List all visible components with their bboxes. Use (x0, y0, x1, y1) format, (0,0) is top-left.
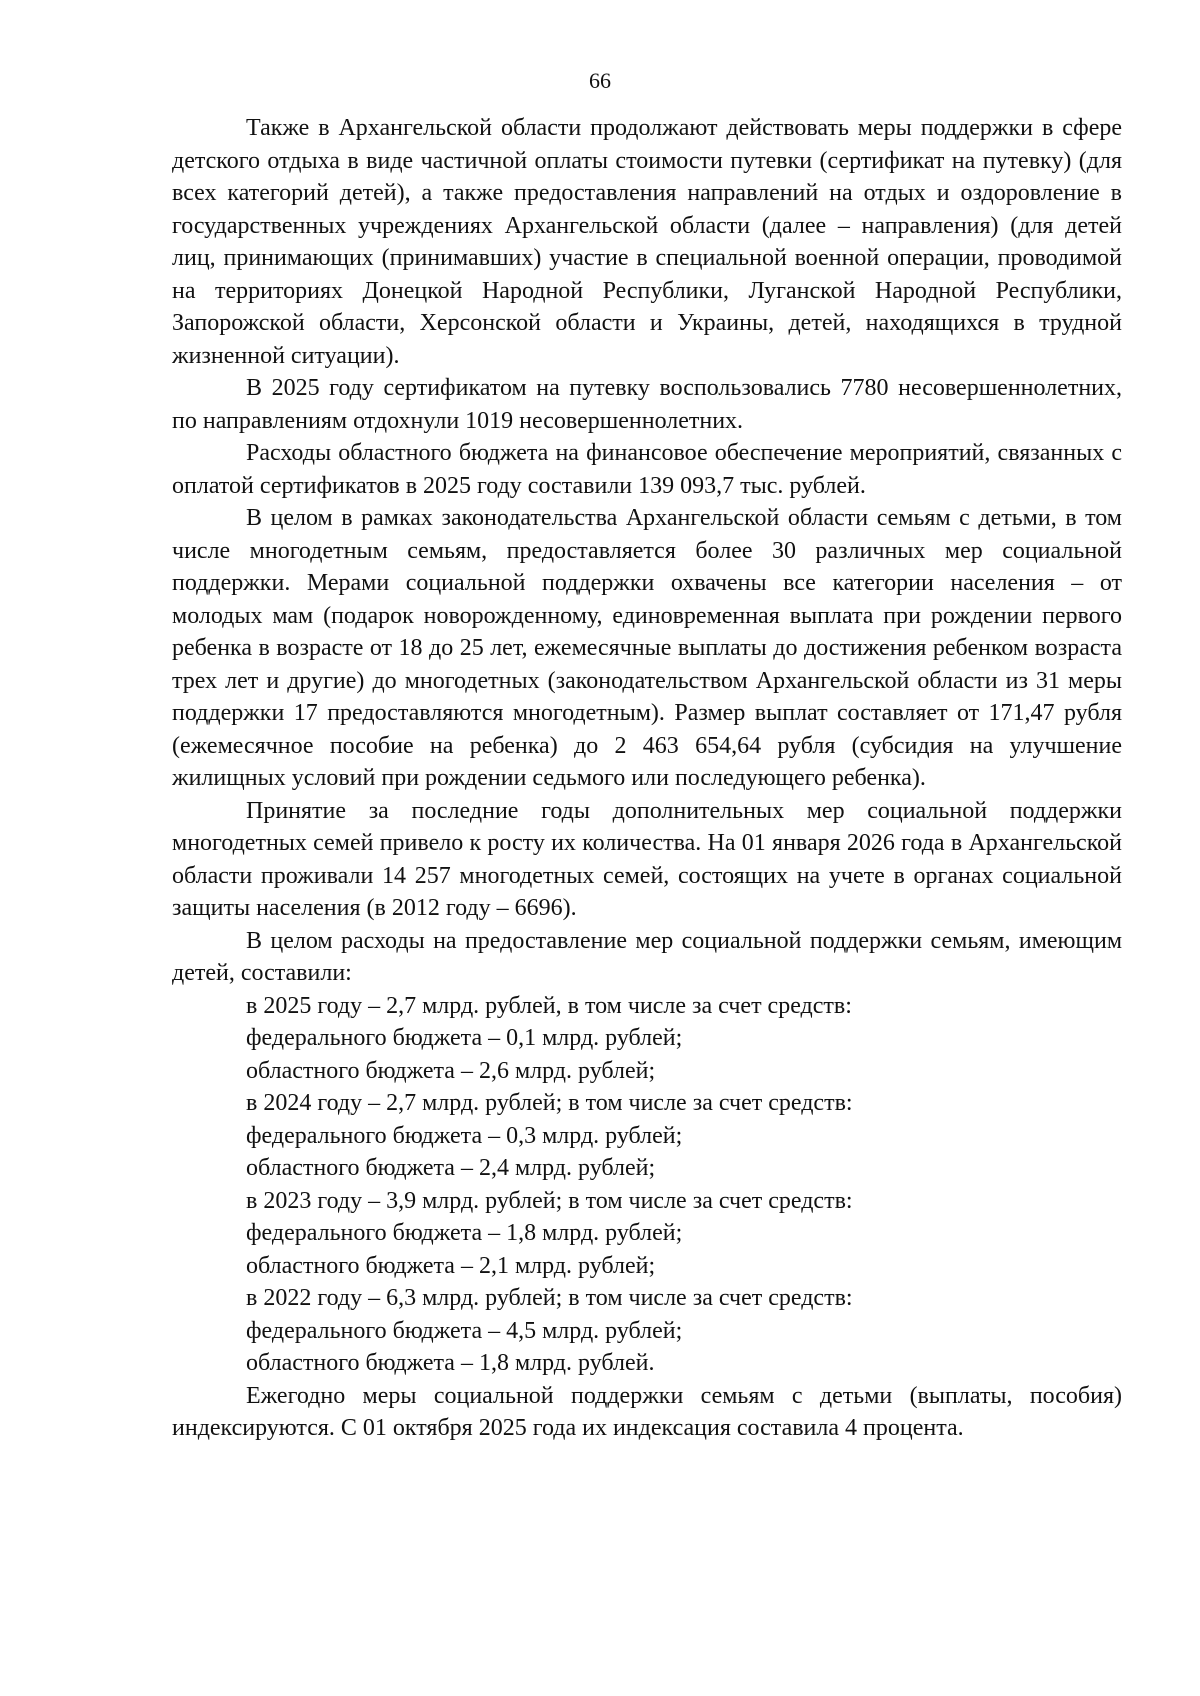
paragraph-certificates-2025: В 2025 году сертификатом на путевку воспользовались 7780 несовершеннолетних, по направлениям отдохнули 1019 несовершеннолетних. (172, 375, 1122, 434)
paragraph-large-families-growth: Принятие за последние годы дополнительных мер социальной поддержки многодетных семей привело к росту их количества. На 01 января 2026 года в Архангельской области проживали 14 257 многодетных семей, состоящих на учете в органах социальной защиты населения (в 2012 году – 6696). (172, 797, 1122, 921)
paragraph-regional-budget-expenses: Расходы областного бюджета на финансовое обеспечение мероприятий, связанных с оплатой сертификатов в 2025 году составили 139 093,7 тыс. рублей. (172, 440, 1122, 499)
expense-line-2025-federal: федерального бюджета – 0,1 млрд. рублей; (246, 1025, 683, 1051)
expense-line-2022-total: в 2022 году – 6,3 млрд. рублей; в том числе за счет средств: (246, 1285, 853, 1311)
paragraph-children-recreation: Также в Архангельской области продолжают действовать меры поддержки в сфере детского отдыха в виде частичной оплаты стоимости путевки (сертификат на путевку) (для всех категорий детей), а также предоставления направлений на отдых и оздоровление в государственных учреждениях Архангельской области (далее – направления) (для детей лиц, принимающих (принимавших) участие в специальной военной операции, проводимой на территориях Донецкой Народной Республики, Луганской Народной Республики, Запорожской области, Херсонской области и Украины, детей, находящихся в трудной жизненной ситуации). (172, 115, 1122, 369)
expense-line-2024-regional: областного бюджета – 2,4 млрд. рублей; (246, 1155, 656, 1181)
paragraph-social-support-measures: В целом в рамках законодательства Архангельской области семьям с детьми, в том числе многодетным семьям, предоставляется более 30 различных мер социальной поддержки. Мерами социальной поддержки охвачены все категории населения – от молодых мам (подарок новорожденному, единовременная выплата при рождении первого ребенка в возрасте от 18 до 25 лет, ежемесячные выплаты до достижения ребенком возраста трех лет и другие) до многодетных (законодательством Архангельской области из 31 меры поддержки 17 предоставляются многодетным). Размер выплат составляет от 171,47 рубля (ежемесячное пособие на ребенка) до 2 463 654,64 рубля (субсидия на улучшение жилищных условий при рождении седьмого или последующего ребенка). (172, 505, 1122, 791)
page-number: 66 (589, 68, 611, 93)
expense-line-2023-total: в 2023 году – 3,9 млрд. рублей; в том числе за счет средств: (246, 1187, 853, 1214)
expense-line-2025-regional: областного бюджета – 2,6 млрд. рублей; (246, 1057, 656, 1084)
expense-line-2022-federal: федерального бюджета – 4,5 млрд. рублей; (246, 1317, 683, 1344)
expense-line-2023-regional: областного бюджета – 2,1 млрд. рублей; (246, 1252, 656, 1279)
expense-line-2025-total: в 2025 году – 2,7 млрд. рублей, в том числе за счет средств: (246, 992, 852, 1019)
expense-line-2024-federal: федерального бюджета – 0,3 млрд. рублей; (246, 1122, 683, 1149)
expense-line-2024-total: в 2024 году – 2,7 млрд. рублей; в том числе за счет средств: (246, 1090, 853, 1116)
expense-list (172, 990, 1122, 1380)
paragraph-total-expenses-intro: В целом расходы на предоставление мер социальной поддержки семьям, имеющим детей, составили: (172, 927, 1122, 986)
expense-line-2023-federal: федерального бюджета – 1,8 млрд. рублей; (246, 1220, 683, 1246)
expense-line-2022-regional: областного бюджета – 1,8 млрд. рублей. (246, 1350, 655, 1376)
document-body (172, 112, 1122, 1445)
paragraph-indexation: Ежегодно меры социальной поддержки семьям с детьми (выплаты, пособия) индексируются. С 01 октября 2025 года их индексация составила 4 процента. (172, 1382, 1122, 1441)
